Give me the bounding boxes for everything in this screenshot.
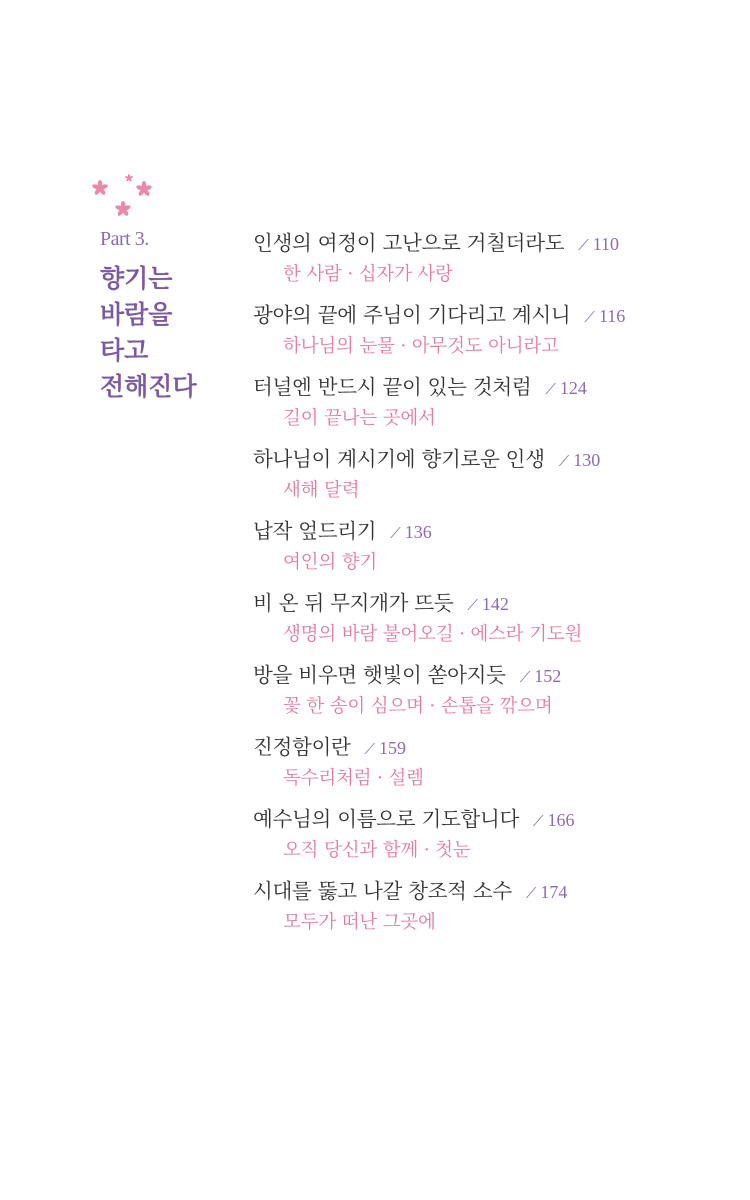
page-pointer-icon: ⟋: [519, 668, 531, 686]
toc-entry-subtitle: 독수리처럼 · 설렘: [283, 768, 424, 789]
toc-entry-title: 시대를 뚫고 나갈 창조적 소수: [253, 879, 512, 903]
toc-entry[interactable]: [253, 586, 723, 658]
toc-entry-title: 납작 엎드리기: [253, 519, 377, 543]
toc-entry[interactable]: [253, 874, 723, 946]
part-title-line: 향기는: [100, 264, 173, 293]
toc-entry[interactable]: [253, 298, 723, 370]
toc-entry[interactable]: [253, 802, 723, 874]
page-pointer-icon: ⟋: [525, 884, 537, 902]
toc-entry[interactable]: [253, 370, 723, 442]
toc-page-number: 130: [573, 450, 601, 470]
flower-decoration-icon: [90, 172, 160, 222]
toc-page-number: 152: [534, 666, 562, 686]
toc-entry-title: 터널엔 반드시 끝이 있는 것처럼: [253, 375, 532, 399]
toc-entry-title: 예수님의 이름으로 기도합니다: [253, 807, 519, 831]
part-heading: [100, 228, 197, 405]
toc-entry-subtitle: 여인의 향기: [283, 552, 378, 573]
toc-entry-subtitle: 꽃 한 송이 심으며 · 손톱을 깎으며: [283, 696, 553, 717]
toc-page-number: 124: [559, 378, 587, 398]
toc-page-number: 166: [547, 810, 575, 830]
page-pointer-icon: ⟋: [545, 380, 556, 398]
toc-entry-subtitle: 한 사람 · 십자가 사랑: [283, 264, 453, 285]
part-title-line: 타고: [100, 336, 149, 365]
toc-entry-title: 방을 비우면 햇빛이 쏟아지듯: [253, 663, 506, 687]
toc-entry-title: 진정함이란: [253, 735, 351, 759]
toc-entry[interactable]: [253, 730, 723, 802]
flower-icon: [92, 180, 108, 196]
page-pointer-icon: ⟋: [584, 308, 595, 326]
page-pointer-icon: ⟋: [578, 236, 589, 254]
flower-icon: [125, 174, 133, 182]
toc-entry-title: 인생의 여정이 고난으로 거칠더라도: [253, 231, 565, 255]
toc-entry-subtitle: 새해 달력: [283, 480, 360, 501]
toc-entry-subtitle: 오직 당신과 함께 · 첫눈: [283, 840, 471, 861]
toc-page-number: 116: [598, 306, 626, 326]
toc-entry-title: 광야의 끝에 주님이 기다리고 계시니: [253, 303, 571, 327]
toc-entry[interactable]: [253, 658, 723, 730]
toc-entry-subtitle: 하나님의 눈물 · 아무것도 아니라고: [283, 336, 559, 357]
table-of-contents: [253, 226, 723, 946]
toc-entry-subtitle: 길이 끝나는 곳에서: [283, 408, 436, 429]
part-title: [100, 261, 197, 405]
toc-entry[interactable]: [253, 442, 723, 514]
page-pointer-icon: ⟋: [532, 812, 544, 830]
page-pointer-icon: ⟋: [364, 740, 376, 758]
part-label: Part 3.: [100, 228, 149, 250]
toc-entry[interactable]: [253, 514, 723, 586]
page-pointer-icon: ⟋: [390, 524, 401, 542]
toc-page-number: 142: [481, 594, 509, 614]
page-pointer-icon: ⟋: [558, 452, 570, 470]
toc-entry-title: 비 온 뒤 무지개가 뜨듯: [253, 591, 454, 615]
toc-entry-subtitle: 모두가 떠난 그곳에: [283, 912, 436, 933]
toc-page-number: 174: [540, 882, 568, 902]
toc-page-number: 159: [379, 738, 407, 758]
part-title-line: 전해진다: [100, 372, 197, 401]
toc-page-number: 136: [404, 522, 432, 542]
part-title-line: 바람을: [100, 300, 173, 329]
page-pointer-icon: ⟋: [467, 596, 478, 614]
toc-entry-subtitle: 생명의 바람 불어오길 · 에스라 기도원: [283, 624, 583, 645]
flower-icon: [115, 201, 131, 217]
flower-icon: [136, 181, 152, 197]
toc-entry[interactable]: [253, 226, 723, 298]
toc-entry-title: 하나님이 계시기에 향기로운 인생: [253, 447, 545, 471]
toc-page-number: 110: [592, 234, 620, 254]
